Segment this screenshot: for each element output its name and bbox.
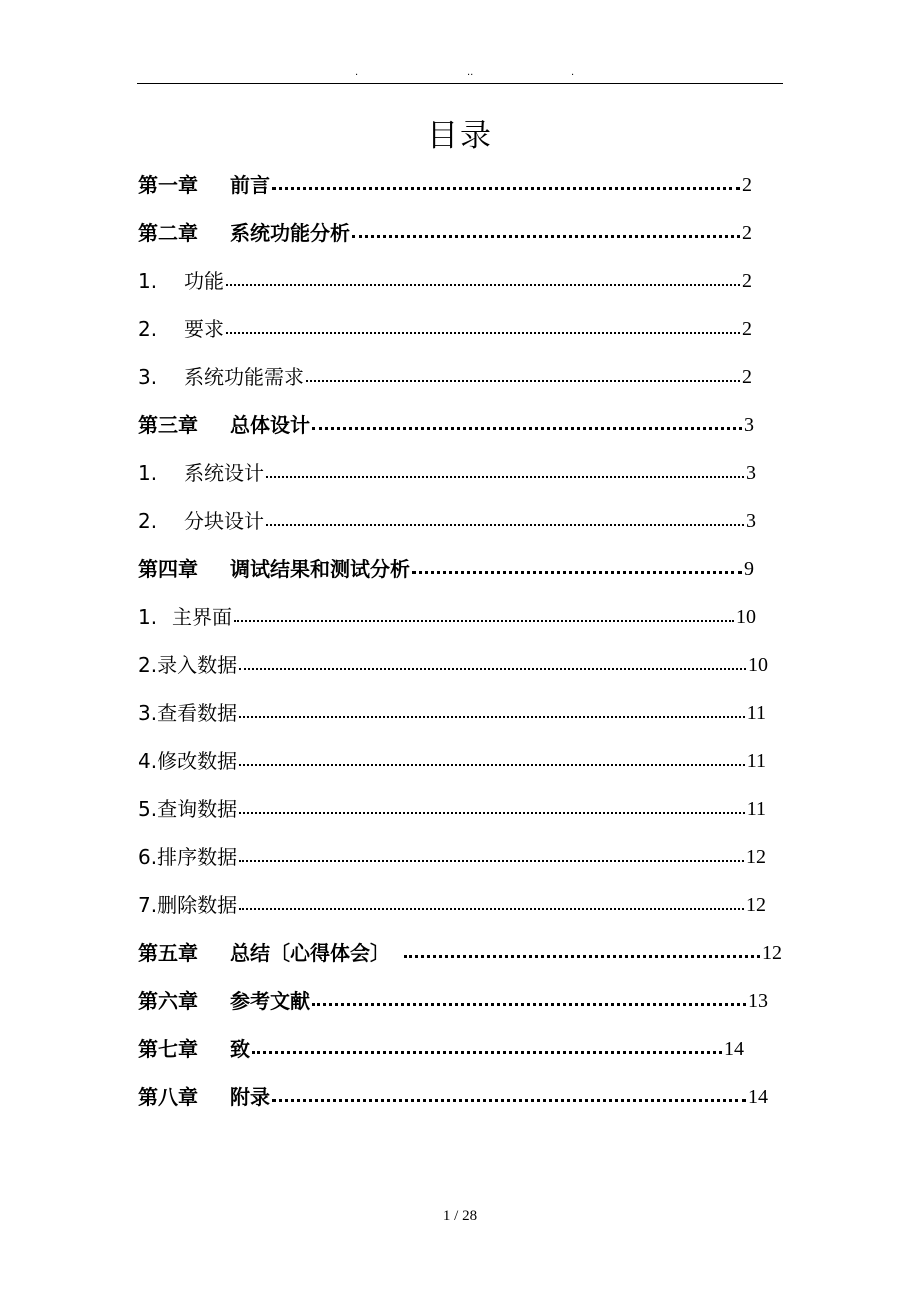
toc-entry-title: 致 — [230, 1037, 250, 1061]
toc-entry-title: 修改数据 — [157, 749, 238, 773]
toc-entry-title: 要求 — [184, 317, 224, 341]
toc-entry-label — [138, 796, 237, 822]
toc-entry-number: 2. — [138, 509, 158, 533]
toc-entry-chapter-7[interactable] — [138, 1032, 744, 1062]
toc-title: 目录 — [427, 118, 493, 154]
toc-entry-page: 11 — [746, 750, 766, 772]
toc-entry-number: 第三章 — [138, 413, 198, 437]
toc-entry-page: 11 — [746, 702, 766, 724]
header-mark: . — [355, 67, 359, 78]
toc-entry-label — [138, 412, 310, 438]
toc-entry-chapter-5[interactable] — [138, 936, 782, 966]
toc-dot-leader — [226, 332, 740, 334]
toc-dot-leader — [412, 571, 742, 574]
toc-entry-4-3[interactable] — [138, 696, 766, 726]
toc-entry-chapter-6[interactable] — [138, 984, 768, 1014]
toc-entry-title: 主界面 — [172, 605, 232, 629]
toc-entry-number: 第七章 — [138, 1037, 198, 1061]
toc-entry-title: 查询数据 — [157, 797, 238, 821]
header-rule — [137, 83, 783, 84]
toc-entry-3-1[interactable] — [138, 456, 756, 486]
toc-entry-chapter-3[interactable] — [138, 408, 754, 438]
toc-entry-page: 2 — [742, 222, 752, 244]
toc-entry-page: 11 — [746, 798, 766, 820]
toc-entry-page: 13 — [748, 990, 768, 1012]
toc-dot-leader — [226, 284, 740, 286]
toc-entry-title: 删除数据 — [157, 893, 238, 917]
toc-entry-number: 第六章 — [138, 989, 198, 1013]
toc-entry-title: 排序数据 — [157, 845, 238, 869]
toc-entry-label — [138, 268, 224, 294]
toc-entry-page: 3 — [744, 414, 754, 436]
toc-entry-number: 1. — [138, 605, 158, 629]
toc-entry-2-1[interactable] — [138, 264, 752, 294]
toc-entry-number: 1. — [138, 461, 158, 485]
toc-entry-page: 2 — [742, 318, 752, 340]
toc-entry-label — [138, 652, 237, 678]
toc-entry-4-2[interactable] — [138, 648, 768, 678]
toc-entry-title: 录入数据 — [157, 653, 238, 677]
toc-dot-leader — [239, 716, 745, 718]
toc-entry-page: 10 — [736, 606, 756, 628]
toc-dot-leader — [404, 955, 760, 958]
toc-entry-4-6[interactable] — [138, 840, 766, 870]
toc-entry-number: 6. — [138, 845, 158, 869]
toc-dot-leader — [239, 860, 744, 862]
toc-entry-title: 附录 — [230, 1085, 270, 1109]
toc-entry-number: 第四章 — [138, 557, 198, 581]
toc-entry-page: 12 — [746, 846, 766, 868]
page-indicator: 1 / 28 — [442, 1208, 478, 1224]
toc-dot-leader — [312, 427, 742, 430]
toc-entry-title: 调试结果和测试分析 — [230, 557, 410, 581]
header-mark: . — [571, 67, 575, 78]
toc-entry-number: 5. — [138, 797, 158, 821]
toc-entry-page: 12 — [762, 942, 782, 964]
toc-entry-number: 3. — [138, 365, 158, 389]
toc-entry-4-4[interactable] — [138, 744, 766, 774]
toc-entry-title: 前言 — [230, 173, 270, 197]
toc-entry-number: 2. — [138, 317, 158, 341]
toc-entry-page: 3 — [746, 462, 756, 484]
toc-entry-title: 系统功能分析 — [230, 221, 350, 245]
toc-entry-3-2[interactable] — [138, 504, 756, 534]
toc-entry-number: 第八章 — [138, 1085, 198, 1109]
toc-entry-number: 第五章 — [138, 941, 198, 965]
toc-entry-label — [138, 988, 310, 1014]
toc-entry-label — [138, 220, 350, 246]
toc-entry-chapter-4[interactable] — [138, 552, 754, 582]
toc-entry-page: 14 — [748, 1086, 768, 1108]
toc-entry-2-3[interactable] — [138, 360, 752, 390]
toc-entry-chapter-1[interactable] — [138, 168, 752, 198]
page-header-marks — [137, 66, 783, 80]
toc-entry-number: 2. — [138, 653, 158, 677]
toc-entry-page: 2 — [742, 366, 752, 388]
toc-entry-title: 总结〔心得体会〕 — [230, 941, 390, 965]
toc-dot-leader — [239, 908, 744, 910]
toc-entry-label — [138, 748, 237, 774]
toc-entry-label — [138, 172, 270, 198]
toc-entry-page: 9 — [744, 558, 754, 580]
toc-dot-leader — [312, 1003, 746, 1006]
toc-entry-label — [138, 316, 224, 342]
toc-dot-leader — [306, 380, 740, 382]
toc-entry-label — [138, 892, 237, 918]
toc-entry-label — [138, 1084, 270, 1110]
toc-entry-title: 总体设计 — [230, 413, 310, 437]
toc-entry-number: 第一章 — [138, 173, 198, 197]
toc-dot-leader — [352, 235, 740, 238]
toc-dot-leader — [266, 524, 744, 526]
toc-entry-label — [138, 364, 304, 390]
toc-entry-page: 12 — [746, 894, 766, 916]
toc-entry-page: 2 — [742, 174, 752, 196]
toc-entry-4-1[interactable] — [138, 600, 756, 630]
toc-entry-2-2[interactable] — [138, 312, 752, 342]
toc-entry-number: 1. — [138, 269, 158, 293]
toc-entry-title: 查看数据 — [157, 701, 238, 725]
toc-entry-label — [138, 508, 264, 534]
toc-dot-leader — [272, 187, 740, 190]
toc-entry-title: 功能 — [184, 269, 224, 293]
toc-dot-leader — [239, 764, 745, 766]
toc-entry-label — [138, 844, 237, 870]
toc-entry-title: 系统功能需求 — [184, 365, 304, 389]
toc-dot-leader — [234, 620, 734, 622]
toc-entry-chapter-8[interactable] — [138, 1080, 768, 1110]
toc-entry-number: 3. — [138, 701, 158, 725]
toc-entry-page: 14 — [724, 1038, 744, 1060]
toc-entry-label — [138, 1036, 250, 1062]
toc-entry-4-5[interactable] — [138, 792, 766, 822]
toc-entry-title: 分块设计 — [184, 509, 264, 533]
toc-entry-title: 系统设计 — [184, 461, 264, 485]
toc-entry-page: 10 — [748, 654, 768, 676]
toc-entry-chapter-2[interactable] — [138, 216, 752, 246]
toc-entry-number: 第二章 — [138, 221, 198, 245]
header-mark: .. — [467, 67, 474, 78]
toc-entry-page: 3 — [746, 510, 756, 532]
toc-dot-leader — [266, 476, 744, 478]
toc-entry-title: 参考文献 — [230, 989, 310, 1013]
toc-dot-leader — [252, 1051, 722, 1054]
toc-entry-label — [138, 460, 264, 486]
toc-entry-label — [138, 604, 232, 630]
toc-entry-label — [138, 700, 237, 726]
toc-entry-label — [138, 940, 390, 966]
toc-dot-leader — [239, 668, 746, 670]
toc-entry-label — [138, 556, 410, 582]
toc-entry-4-7[interactable] — [138, 888, 766, 918]
toc-entry-number: 7. — [138, 893, 158, 917]
toc-entry-page: 2 — [742, 270, 752, 292]
toc-dot-leader — [239, 812, 745, 814]
toc-entry-number: 4. — [138, 749, 158, 773]
toc-dot-leader — [272, 1099, 746, 1102]
